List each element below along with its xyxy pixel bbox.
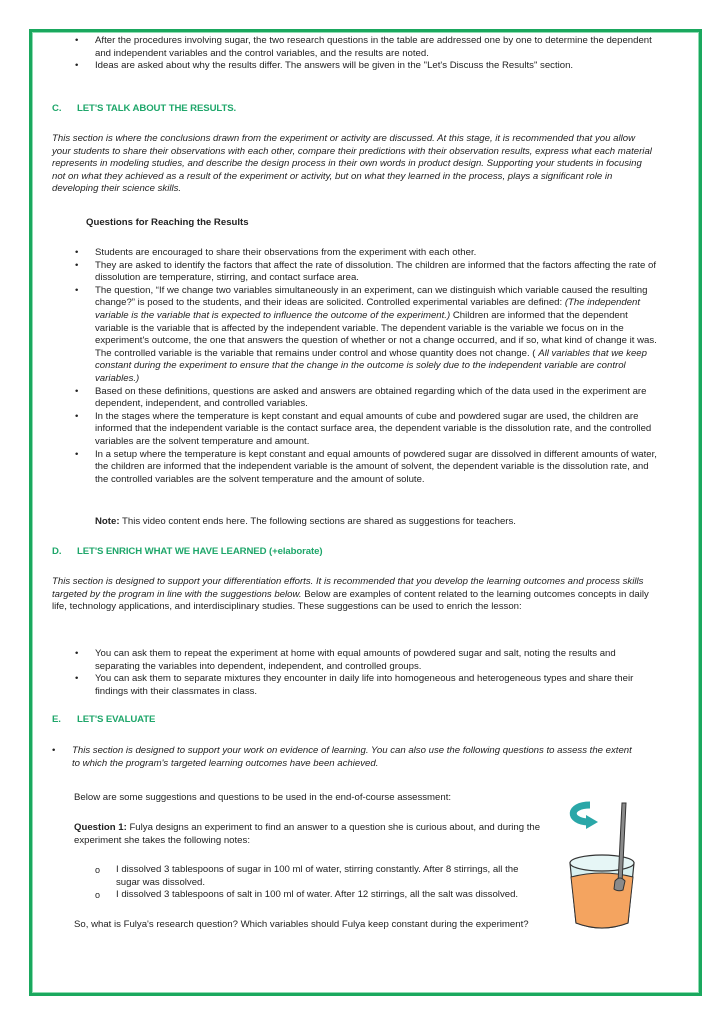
- list-item-text: I dissolved 3 tablespoons of sugar in 100 ml of water, stirring constantly. After 8 stirrings, all the sugar was dissolved.: [116, 864, 519, 888]
- section-d-intro: [52, 576, 652, 614]
- intro-text: Below are examples of content related to the learning outcomes concepts in daily life, technology applications, and interdisciplinary studies. These suggestions can be used to enrich the lesson:: [52, 588, 649, 613]
- experiment-notes-list: [95, 864, 545, 902]
- list-item-text: Students are encouraged to share their observations from the experiment with each other.: [95, 247, 477, 258]
- section-letter: E.: [52, 714, 61, 725]
- section-e-intro: [52, 745, 632, 770]
- question-label: Question 1:: [74, 822, 127, 833]
- list-item: [75, 673, 635, 698]
- list-item: [75, 449, 660, 487]
- intro-bullet-list: [75, 35, 655, 73]
- section-title: LET'S EVALUATE: [77, 714, 156, 725]
- bullet-icon: •: [75, 60, 79, 72]
- question-text: Fulya designs an experiment to find an answer to a question she is curious about, and during the experiment she takes the following notes:: [74, 822, 541, 846]
- circle-bullet-icon: o: [95, 890, 101, 901]
- list-item: [75, 386, 660, 411]
- list-item: [75, 60, 655, 73]
- section-c-heading: [52, 103, 236, 116]
- independent-variable-definition: (The independent variable is the variable that is expected to influence the outcome of the experiment.): [95, 297, 641, 321]
- closing-question: So, what is Fulya's research question? Which variables should Fulya keep constant during the experiment?: [74, 919, 529, 930]
- questions-subheading: Questions for Reaching the Results: [86, 217, 249, 228]
- bullet-icon: •: [75, 35, 79, 46]
- list-item: [75, 648, 635, 673]
- section-letter: C.: [52, 103, 62, 114]
- list-item-text: Based on these definitions, questions are asked and answers are obtained regarding which of the data used in the experiment are dependent, independent, and controlled variables.: [95, 385, 647, 410]
- list-item-text: I dissolved 3 tablespoons of salt in 100 ml of water. After 12 stirrings, all the salt was dissolved.: [116, 889, 519, 901]
- list-item-text: After the procedures involving sugar, the two research questions in the table are addressed one by one to determine the dependent and independent variables and the control variables, and the results are noted.: [95, 35, 652, 59]
- note-label: Note:: [95, 516, 120, 527]
- list-item: [52, 745, 632, 770]
- section-c-intro: This section is where the conclusions drawn from the experiment or activity are discussed. At this stage, it is recommended that you allow your students to share their observations with each other, compare their predictions with their observation results, express what each material represents in modeling studies, and describe the design process in their own words in product design. Supporting your students in focusing not on what they achieved as a result of the experiment or activity, but on what they learned in the process, plays a significant role in developing their science skills.: [52, 133, 652, 195]
- rotation-arrow-icon: [573, 805, 598, 829]
- section-d-heading: [52, 546, 322, 559]
- control-variable-definition: All variables that we keep constant during the experiment to ensure that the change in the outcome is solely due to the independent variable are control variables.): [95, 347, 647, 384]
- bullet-icon: •: [75, 247, 79, 258]
- list-item: [75, 35, 655, 60]
- question-1: [74, 822, 564, 847]
- section-title: LET'S ENRICH WHAT WE HAVE LEARNED (+elaborate): [77, 546, 323, 557]
- bullet-icon: •: [75, 284, 79, 296]
- list-item-text: In the stages where the temperature is kept constant and equal amounts of cube and powdered sugar are used, the children are informed that the independent variable is the contact surface area, the dependent variable is the dissolution rate, and the controlled variables are the solvent temperature and amount.: [95, 410, 652, 447]
- list-item-text: Children are informed that the dependent variable is the variable that is affected by the independent variable. The dependent variable is the variable we focus on in the experiment's outcome, the one that answers the question of whether or not a change occurred, and if so, what kind of change it was. The controlled variable is the variable that remains under control and whose quantity does not change. (: [95, 309, 657, 359]
- circle-bullet-icon: o: [95, 865, 101, 875]
- section-e-heading: [52, 714, 155, 727]
- glass-icon: [570, 855, 634, 928]
- enrichment-list: [75, 648, 635, 698]
- results-question-list: [75, 247, 660, 486]
- list-item-text: This section is designed to support your work on evidence of learning. You can also use the following questions to assess the extent to which the program's targeted learning outcomes have been achieved.: [72, 745, 632, 769]
- list-item-text: In a setup where the temperature is kept constant and equal amounts of powdered sugar are dissolved in different amounts of water, the children are informed that the independent variable is the amount of solvent, the dependent variable is the dissolution rate, and the controlled variables are the solvent temperature and the amount of solute.: [95, 448, 657, 485]
- list-item: [95, 889, 545, 902]
- bullet-icon: •: [75, 673, 79, 685]
- list-item: [75, 411, 660, 449]
- bullet-icon: •: [52, 745, 56, 756]
- list-item: [75, 260, 660, 285]
- bullet-icon: •: [75, 448, 79, 460]
- list-item: [75, 247, 660, 260]
- note-text: This video content ends here. The following sections are shared as suggestions for teachers.: [119, 516, 516, 527]
- list-item-text: The question, “If we change two variables simultaneously in an experiment, can we distinguish which variable caused the resulting change?” is posed to the students, and their ideas are solicited. Controlled experimental variables are defined:: [95, 284, 648, 309]
- bullet-icon: •: [75, 410, 79, 422]
- list-item: [95, 864, 545, 889]
- section-title: LET'S TALK ABOUT THE RESULTS.: [77, 103, 237, 114]
- list-item-text: You can ask them to separate mixtures they encounter in daily life into homogeneous and heterogeneous types and share their findings with their classmates in class.: [95, 673, 634, 697]
- bullet-icon: •: [75, 385, 79, 397]
- bullet-icon: •: [75, 648, 79, 659]
- stirring-glass-icon: [562, 795, 662, 935]
- list-item: [75, 285, 660, 386]
- list-item-text: They are asked to identify the factors that affect the rate of dissolution. The children are informed that the factors affecting the rate of dissolution are temperature, stirring, and contact surface area.: [95, 259, 657, 284]
- bullet-icon: •: [75, 259, 79, 271]
- note-paragraph: [95, 516, 516, 529]
- list-item-text: Ideas are asked about why the results differ. The answers will be given in the "Let's Discuss the Results" section.: [95, 60, 574, 72]
- intro-italic-text: This section is designed to support your differentiation efforts. It is recommended that you develop the learning outcomes and process skills targeted by the program in line with the suggestions below.: [52, 576, 644, 600]
- list-item-text: You can ask them to repeat the experiment at home with equal amounts of powdered sugar and salt, noting the results and separating the variables into dependent, independent, and controlled groups.: [95, 648, 616, 672]
- assessment-lead: Below are some suggestions and questions to be used in the end-of-course assessment:: [74, 792, 452, 803]
- section-letter: D.: [52, 546, 62, 557]
